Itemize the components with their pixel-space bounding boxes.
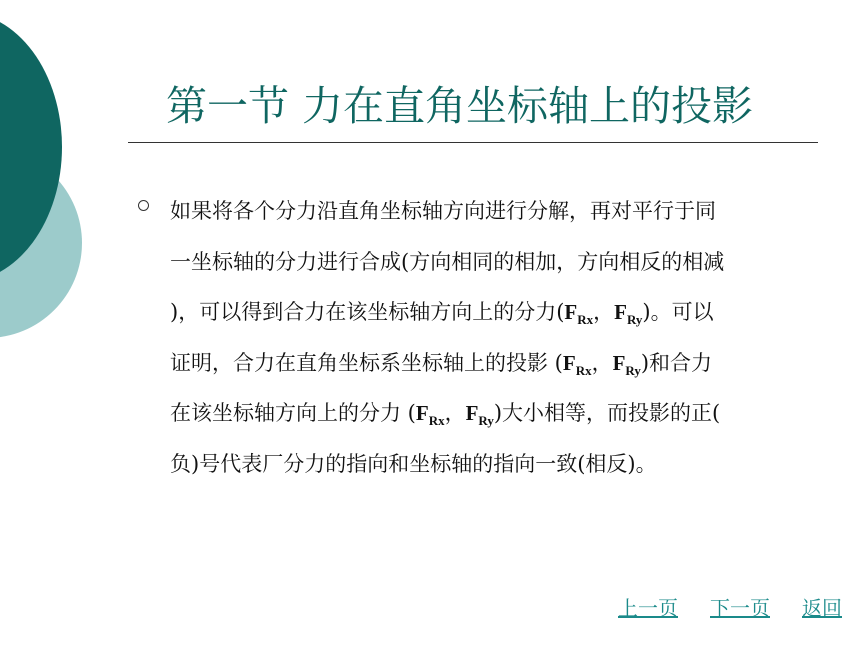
force-symbol: F xyxy=(562,350,576,375)
paragraph-line-4 xyxy=(170,338,810,389)
force-symbol: F xyxy=(465,401,479,425)
force-symbol: F xyxy=(612,350,626,375)
paragraph-line-5 xyxy=(170,388,810,439)
paragraph-line-6 xyxy=(170,439,810,490)
paragraph-line-3 xyxy=(170,287,810,338)
separator: ， xyxy=(591,350,613,375)
text-segment: )。可以 xyxy=(642,300,714,324)
back-link[interactable]: 返回 xyxy=(802,596,842,620)
force-subscript: Rx xyxy=(575,362,592,378)
paragraph-line-2 xyxy=(170,237,810,288)
text-segment: 如果将各个分力沿直角坐标轴方向进行分解，再对平行于同 xyxy=(170,199,716,223)
slide-title: 第一节 力在直角坐标轴上的投影 xyxy=(166,82,754,130)
text-segment: )，可以得到合力在该坐标轴方向上的分力( xyxy=(170,300,565,324)
paragraph-line-1 xyxy=(170,186,810,237)
force-symbol: F xyxy=(415,401,429,425)
force-subscript: Rx xyxy=(577,312,594,327)
separator: ， xyxy=(593,300,615,324)
force-symbol: F xyxy=(614,300,627,324)
body-paragraph xyxy=(170,186,810,489)
next-page-link[interactable]: 下一页 xyxy=(710,596,770,620)
title-divider xyxy=(128,142,818,143)
text-segment: 一坐标轴的分力进行合成(方向相同的相加，方向相反的相减 xyxy=(170,249,725,274)
prev-page-link[interactable]: 上一页 xyxy=(618,596,678,620)
text-segment: )大小相等，而投影的正( xyxy=(493,401,721,425)
force-symbol: F xyxy=(564,300,578,324)
force-subscript: Ry xyxy=(626,312,643,327)
text-segment: 负)号代表厂分力的指向和坐标轴的指向一致(相反)。 xyxy=(170,451,657,476)
force-subscript: Ry xyxy=(478,413,494,428)
force-subscript: Rx xyxy=(428,413,445,428)
bullet-circle-icon xyxy=(138,200,149,211)
text-segment: )和合力 xyxy=(640,350,713,375)
text-segment: 证明，合力在直角坐标系坐标轴上的投影 ( xyxy=(170,350,563,375)
force-subscript: Ry xyxy=(625,362,641,378)
separator: ， xyxy=(444,401,466,425)
text-segment: 在该坐标轴方向上的分力 ( xyxy=(170,401,416,425)
